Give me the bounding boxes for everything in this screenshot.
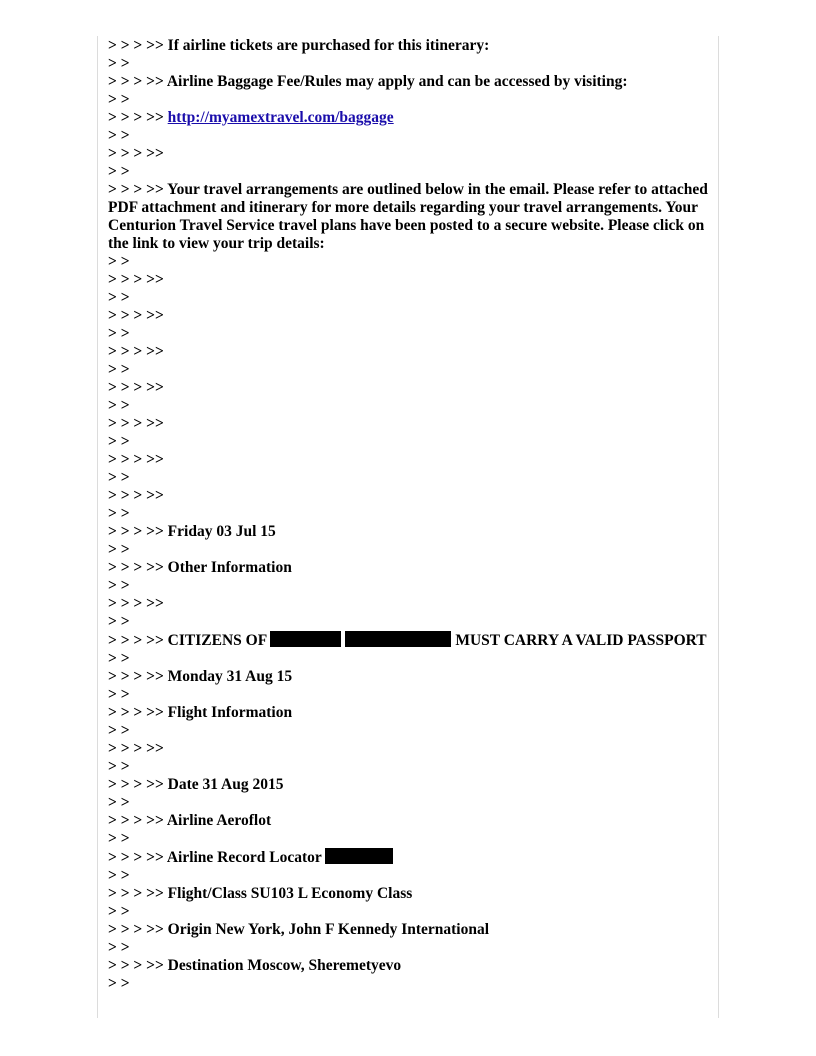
redaction-block bbox=[345, 631, 451, 647]
quoted-line: > > > >> Flight/Class SU103 L Economy Class bbox=[108, 885, 413, 902]
record-locator-label: Airline Record Locator bbox=[166, 849, 322, 866]
quoted-line: > > > >> Other Information bbox=[108, 559, 292, 576]
quoted-line: > > > >> Airline Record Locator bbox=[108, 848, 708, 867]
quote-marker: > > bbox=[108, 613, 130, 630]
quoted-line: > > > >> Monday 31 Aug 15 bbox=[108, 668, 293, 685]
other-information-heading: Other Information bbox=[167, 559, 292, 576]
quote-marker: > > bbox=[108, 55, 130, 72]
quote-marker: > > bbox=[108, 939, 130, 956]
quoted-empty-line: > > > >> bbox=[108, 451, 168, 468]
quoted-line: > > > >> Friday 03 Jul 15 bbox=[108, 523, 276, 540]
flight-date: Date 31 Aug 2015 bbox=[167, 776, 284, 793]
quote-marker: > > bbox=[108, 505, 130, 522]
quote-marker: > > bbox=[108, 975, 130, 992]
flight-origin: Origin New York, John F Kennedy International bbox=[167, 921, 490, 938]
quoted-line: > > > >> Date 31 Aug 2015 bbox=[108, 776, 284, 793]
quote-marker: > > bbox=[108, 163, 130, 180]
quoted-line: > > > >> Destination Moscow, Sheremetyevo bbox=[108, 957, 402, 974]
quote-marker: > > bbox=[108, 541, 130, 558]
quoted-line: > > > >> If airline tickets are purchased for this itinerary: bbox=[108, 37, 490, 54]
quoted-empty-line: > > > >> bbox=[108, 145, 168, 162]
email-body bbox=[108, 37, 712, 993]
quote-marker: > > bbox=[108, 830, 130, 847]
baggage-notice: Airline Baggage Fee/Rules may apply and can be accessed by visiting: bbox=[166, 73, 628, 90]
quoted-empty-line: > > > >> bbox=[108, 379, 168, 396]
quote-marker: > > bbox=[108, 433, 130, 450]
baggage-link[interactable]: http://myamextravel.com/baggage bbox=[167, 109, 394, 126]
quote-marker: > > bbox=[108, 361, 130, 378]
date-heading: Friday 03 Jul 15 bbox=[167, 523, 276, 540]
quoted-empty-line: > > > >> bbox=[108, 487, 168, 504]
quote-marker: > > bbox=[108, 903, 130, 920]
quote-marker: > > bbox=[108, 758, 130, 775]
quoted-line: > > > >> Your travel arrangements are outlined below in the email. Please refer to attached PDF attachment and itinerary for more details regarding your travel arrangements. Your Centurion Travel Service travel plans have been posted to a secure website. Please click on the link to view your trip details: bbox=[108, 181, 712, 252]
quote-marker: > > bbox=[108, 686, 130, 703]
redaction-block bbox=[325, 848, 393, 864]
quoted-empty-line: > > > >> bbox=[108, 271, 168, 288]
redaction-block bbox=[270, 631, 341, 647]
quote-marker: > > bbox=[108, 289, 130, 306]
quote-marker: > > bbox=[108, 794, 130, 811]
quoted-empty-line: > > > >> bbox=[108, 595, 168, 612]
tickets-notice: If airline tickets are purchased for this itinerary: bbox=[167, 37, 490, 54]
quote-marker: > > bbox=[108, 650, 130, 667]
quote-marker: > > bbox=[108, 722, 130, 739]
quoted-line: > > > >> Origin New York, John F Kennedy International bbox=[108, 921, 490, 938]
quoted-line: > > > >> Airline Baggage Fee/Rules may apply and can be accessed by visiting: bbox=[108, 73, 628, 90]
airline-name: Airline Aeroflot bbox=[166, 812, 272, 829]
quote-marker: > > bbox=[108, 91, 130, 108]
quoted-empty-line: > > > >> bbox=[108, 343, 168, 360]
quoted-empty-line: > > > >> bbox=[108, 415, 168, 432]
flight-destination: Destination Moscow, Sheremetyevo bbox=[167, 957, 402, 974]
flight-information-heading: Flight Information bbox=[167, 704, 293, 721]
quote-marker: > > bbox=[108, 397, 130, 414]
quote-marker: > > bbox=[108, 469, 130, 486]
quoted-line: > > > >> Flight Information bbox=[108, 704, 293, 721]
quote-marker: > > bbox=[108, 253, 130, 270]
quote-marker: > > bbox=[108, 867, 130, 884]
quote-marker: > > bbox=[108, 577, 130, 594]
quoted-empty-line: > > > >> bbox=[108, 740, 168, 757]
date-heading: Monday 31 Aug 15 bbox=[167, 668, 293, 685]
flight-class: Flight/Class SU103 L Economy Class bbox=[167, 885, 413, 902]
quoted-line: > > > >> http://myamextravel.com/baggage bbox=[108, 109, 394, 126]
travel-arrangements-paragraph: Your travel arrangements are outlined below in the email. Please refer to attached PDF attachment and itinerary for more details regarding your travel arrangements. Your Centurion Travel Service travel plans have been posted to a secure website. Please click on the link to view your trip details: bbox=[108, 181, 712, 252]
citizens-prefix: CITIZENS OF bbox=[167, 632, 267, 649]
quoted-empty-line: > > > >> bbox=[108, 307, 168, 324]
citizens-suffix: MUST CARRY A VALID PASSPORT bbox=[455, 632, 707, 649]
quoted-line: > > > >> Airline Aeroflot bbox=[108, 812, 272, 829]
quote-marker: > > bbox=[108, 325, 130, 342]
quote-marker: > > bbox=[108, 127, 130, 144]
quoted-line: > > > >> CITIZENS OF MUST CARRY A VALID PASSPORT bbox=[108, 632, 707, 649]
